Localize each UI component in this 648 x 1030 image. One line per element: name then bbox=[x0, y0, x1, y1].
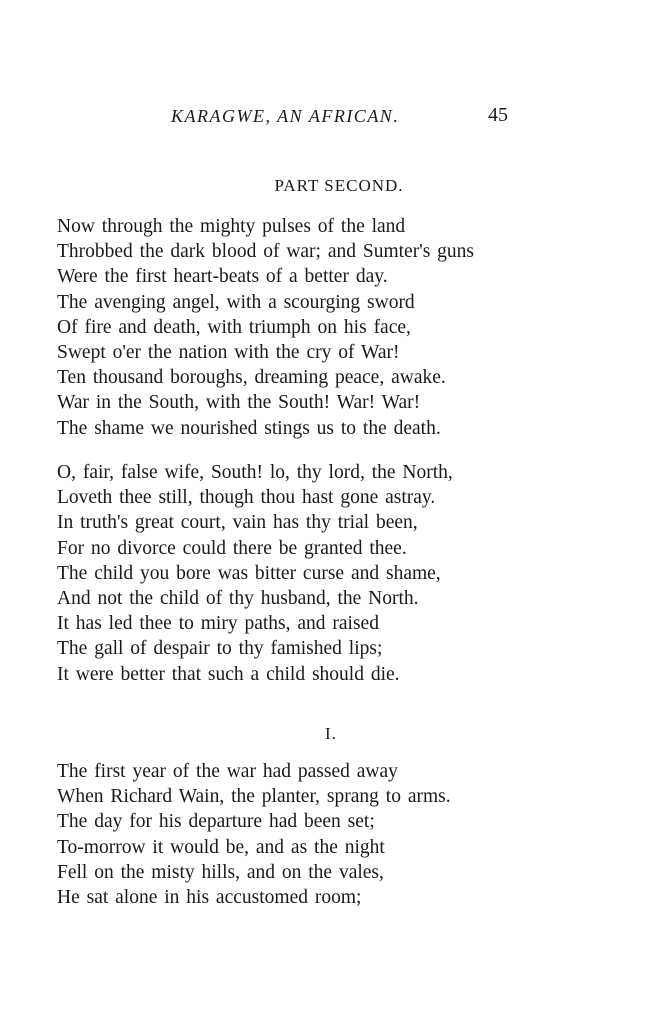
poem-line: It were better that such a child should die. bbox=[57, 663, 400, 685]
running-head bbox=[0, 106, 648, 130]
poem-line: When Richard Wain, the planter, sprang to arms. bbox=[57, 786, 451, 808]
poem-line: The child you bore was bitter curse and shame, bbox=[57, 562, 441, 584]
page-number: 45 bbox=[488, 104, 508, 126]
poem-line: War in the South, with the South! War! War! bbox=[57, 392, 421, 414]
stanza-2 bbox=[57, 460, 453, 687]
poem-line: The first year of the war had passed away bbox=[57, 761, 398, 782]
poem-line: Of fire and death, with triumph on his face, bbox=[57, 316, 411, 338]
poem-line: To-morrow it would be, and as the night bbox=[57, 836, 385, 858]
stanza-3 bbox=[57, 759, 451, 910]
poem-line: The avenging angel, with a scourging sword bbox=[57, 291, 415, 313]
stanza-1 bbox=[57, 214, 474, 441]
poem-line: Loveth thee still, though thou hast gone astray. bbox=[57, 487, 436, 509]
poem-line: Throbbed the dark blood of war; and Sumter's guns bbox=[57, 241, 475, 263]
part-heading: PART SECOND. bbox=[274, 176, 404, 195]
poem-line: Were the first heart-beats of a better day. bbox=[57, 266, 388, 288]
poem-line: The shame we nourished stings us to the death. bbox=[57, 417, 441, 439]
running-title: KARAGWE, AN AFRICAN. bbox=[171, 106, 400, 126]
poem-line: The day for his departure had been set; bbox=[57, 811, 375, 833]
poem-line: Swept o'er the nation with the cry of War! bbox=[57, 341, 400, 363]
poem-line: Ten thousand boroughs, dreaming peace, awake. bbox=[57, 367, 446, 389]
poem-line: He sat alone in his accustomed room; bbox=[57, 886, 362, 908]
poem-line: It has led thee to miry paths, and raised bbox=[57, 613, 379, 635]
poem-line: Fell on the misty hills, and on the vales, bbox=[57, 861, 384, 883]
poem-line: O, fair, false wife, South! lo, thy lord, the North, bbox=[57, 462, 453, 483]
poem-line: And not the child of thy husband, the North. bbox=[57, 587, 419, 609]
poem-line: In truth's great court, vain has thy trial been, bbox=[57, 512, 418, 534]
poem-line: For no divorce could there be granted thee. bbox=[57, 537, 407, 559]
poem-line: Now through the mighty pulses of the land bbox=[57, 216, 406, 237]
section-heading: I. bbox=[325, 724, 337, 743]
poem-line: The gall of despair to thy famished lips; bbox=[57, 638, 383, 660]
